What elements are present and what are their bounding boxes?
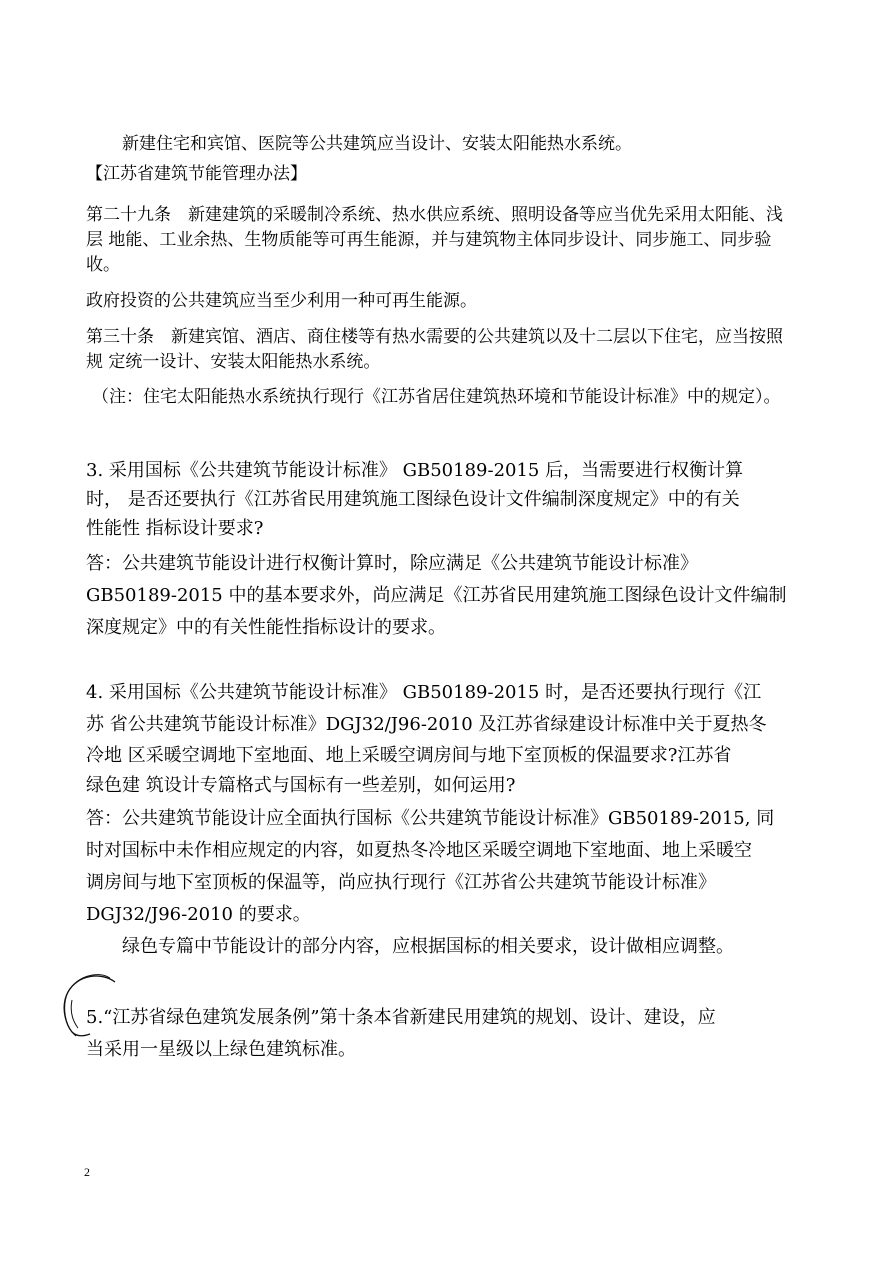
text-line: 调房间与地下室顶板的保温等，尚应执行现行《江苏省公共建筑节能设计标准》 xyxy=(86,872,716,893)
question-4: 4. 采用国标《公共建筑节能设计标准》 GB50189-2015 时，是否还要执行现行《江 xyxy=(86,682,762,703)
text-line: 第二十九条 新建建筑的采暖制冷系统、热水供应系统、照明设备等应当优先采用太阳能、浅 xyxy=(86,205,783,225)
text-line: 层 地能、工业余热、生物质能等可再生能源，并与建筑物主体同步设计、同步施工、同步验 xyxy=(86,230,772,250)
text-line: （注：住宅太阳能热水系统执行现行《江苏省居住建筑热环境和节能设计标准》中的规定）。 xyxy=(92,387,781,407)
text-line: 新建住宅和宾馆、医院等公共建筑应当设计、安装太阳能热水系统。 xyxy=(122,134,632,154)
text-line: DGJ32/J96-2010 的要求。 xyxy=(86,904,311,925)
answer-3: 答：公共建筑节能设计进行权衡计算时，除应满足《公共建筑节能设计标准》 xyxy=(86,553,698,574)
text-line: 收。 xyxy=(86,255,120,275)
text-line: 深度规定》中的有关性能性指标设计的要求。 xyxy=(86,617,446,638)
text-line: 时对国标中未作相应规定的内容，如夏热冬冷地区采暖空调地下室地面、地上采暖空 xyxy=(86,840,752,861)
text-line: 规 定统一设计、安装太阳能热水系统。 xyxy=(86,352,381,372)
text-line: 政府投资的公共建筑应当至少利用一种可再生能源。 xyxy=(86,291,477,311)
answer-4: 答：公共建筑节能设计应全面执行国标《公共建筑节能设计标准》GB50189-2015, 同 xyxy=(86,808,775,829)
text-line: 时， 是否还要执行《江苏省民用建筑施工图绿色设计文件编制深度规定》中的有关 xyxy=(86,489,740,510)
text-line: 第三十条 新建宾馆、酒店、商住楼等有热水需要的公共建筑以及十二层以下住宅，应当按照 xyxy=(86,327,783,347)
page-number: 2 xyxy=(84,1165,90,1179)
handwritten-circle-mark xyxy=(60,970,120,1040)
text-line: GB50189-2015 中的基本要求外，尚应满足《江苏省民用建筑施工图绿色设计文件编制 xyxy=(86,585,787,606)
question-3: 3. 采用国标《公共建筑节能设计标准》 GB50189-2015 后，当需要进行权衡计算 xyxy=(86,460,744,481)
text-line: 绿色建 筑设计专篇格式与国标有一些差别，如何运用? xyxy=(86,775,516,796)
question-5: 5.“江苏省绿色建筑发展条例”第十条本省新建民用建筑的规划、设计、建设，应 xyxy=(86,1007,716,1028)
text-line: 苏 省公共建筑节能设计标准》DGJ32/J96-2010 及江苏省绿建设计标准中关于夏热冬 xyxy=(86,714,767,735)
text-line: 冷地 区采暖空调地下室地面、地上采暖空调房间与地下室顶板的保温要求?江苏省 xyxy=(86,745,732,766)
section-heading: 【江苏省建筑节能管理办法】 xyxy=(86,164,307,184)
text-line: 绿色专篇中节能设计的部分内容，应根据国标的相关要求，设计做相应调整。 xyxy=(122,936,734,957)
text-line: 当采用一星级以上绿色建筑标准。 xyxy=(86,1039,356,1060)
text-line: 性能性 指标设计要求? xyxy=(86,518,264,539)
